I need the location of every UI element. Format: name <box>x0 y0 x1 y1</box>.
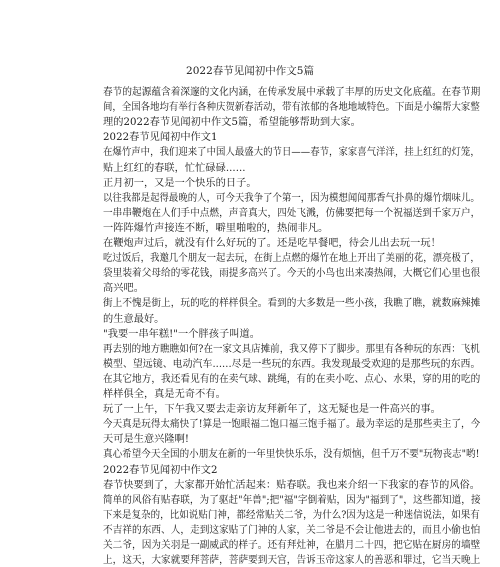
paragraph-line: 在鞭炮声过后，就没有什么好玩的了。还是吃早餐吧，待会儿出去玩一玩！ <box>103 238 441 249</box>
paragraph-line: 以往我都是起得最晚的人，可今天我争了个第一，因为模想闻闻那香气扑鼻的爆竹烟味儿。 <box>103 192 480 204</box>
paragraph-line: 街上不愧是街上，玩的吃的样样俱全。看到的大多数是一些小孩，我瞧了瞧，就数麻辣摊 <box>103 298 481 310</box>
document-title: 2022春节见闻初中作文5篇 <box>186 65 314 77</box>
section-heading: 2022春节见闻初中作文2 <box>103 464 218 476</box>
section-heading: 2022春节见闻初中作文1 <box>103 132 218 144</box>
paragraph-line: 春节快要到了，大家都开始忙活起来：贴春联。我也来介绍一下我家的春节的风俗。 <box>103 479 480 491</box>
paragraph-line: 关二爷，因为关羽是一副威武的样子。还有拜灶神，在腊月二十四，把它贴在厨房的墙壁 <box>103 540 481 551</box>
paragraph-line: 的生意最好。 <box>103 313 165 325</box>
paragraph-line: 简单的风俗有贴春联，为了驱赶"年兽";把"福"字倒着贴，因为"福到了"，这些都知道，接 <box>103 494 481 506</box>
paragraph-line: 正月初一，又是一个快乐的日子。 <box>103 177 257 189</box>
paragraph-line: 一阵阵爆竹声接连不断，噼里啪啦的，热闹非凡。 <box>103 222 329 234</box>
paragraph-line: 真心希望今天全国的小朋友在新的一年里快快乐乐，没有烦恼，但千万不要"玩物丧志"哟! <box>103 449 480 461</box>
paragraph-line: 上，这天，大家就要拜菩萨，菩萨要到天宫，告诉玉帝这家人的善恶和罪过，它当天晚上 <box>103 555 481 567</box>
paragraph-line: 模型、望远镜、电动汽车......尽是一些玩的东西。我发现最受欢迎的是那些玩的东西。 <box>103 358 481 370</box>
paragraph-line: 在其它地方，我还看见有的在卖气球、跳绳，有的在卖小吃、点心、水果，穿的用的吃的 <box>103 373 481 385</box>
paragraph-line: 天可是生意兴隆啊! <box>103 434 190 446</box>
paragraph-line: 不吉祥的东西、人，走到这家贴了门神的人家，关二爷是不会让他进去的，而且小偷也怕 <box>103 524 481 536</box>
paragraph-line: 高兴吧。 <box>103 283 144 295</box>
paragraph-line: 贴上红红的春联，忙忙碌碌...... <box>103 162 246 174</box>
paragraph-line: 在爆竹声中，我们迎来了中国人最盛大的节日——春节，家家喜气洋洋，挂上红红的灯笼， <box>103 147 480 159</box>
paragraph-line: 理的2022春节见闻初中作文5篇，希望能够帮助到大家。 <box>103 117 361 129</box>
paragraph-line: "我要一串年糕!"一个胖孩子叫道。 <box>103 328 260 340</box>
paragraph-line: 下来是复杂的，比如说贴门神，都经常贴关二爷，为什么?因为这是一种迷信说法，如果有 <box>103 509 480 521</box>
paragraph-line: 间，全国各地均有举行各种庆贺新春活动，带有浓郁的各地地域特色。下面是小编帮大家整 <box>103 102 480 114</box>
paragraph-line: 玩了一上午，下午我又要去走亲访友拜新年了，这无疑也是一件高兴的事。 <box>103 404 441 416</box>
paragraph-line: 今天真是玩得太痛快了!算是一饱眼福二饱口福三饱手福了。最为幸运的是那些卖主了，今 <box>103 419 481 431</box>
paragraph-line: 吃过饭后，我邀几个朋友一起去玩，在街上点燃的爆竹在地上开出了美丽的花，漂亮极了， <box>103 253 480 265</box>
paragraph-line: 一串串鞭炮在人们手中点燃，声音真大，四处飞溅，仿佛要把每一个祝福送到千家万户， <box>103 207 481 219</box>
paragraph-line: 袋里装着父母给的零花钱，雨提多高兴了。今天的小鸟也出来凑热闹，大概它们心里也很 <box>103 268 481 280</box>
paragraph-line: 再去别的地方瞧瞧如何?在一家文具店摊前，我又停下了脚步。那里有各种玩的东西：飞机 <box>103 343 480 355</box>
paragraph-line: 春节的起源蕴含着深邃的文化内涵，在传承发展中承载了丰厚的历史文化底蕴。在春节期 <box>103 87 481 98</box>
paragraph-line: 样样俱全，真是无奇不有。 <box>103 389 226 400</box>
